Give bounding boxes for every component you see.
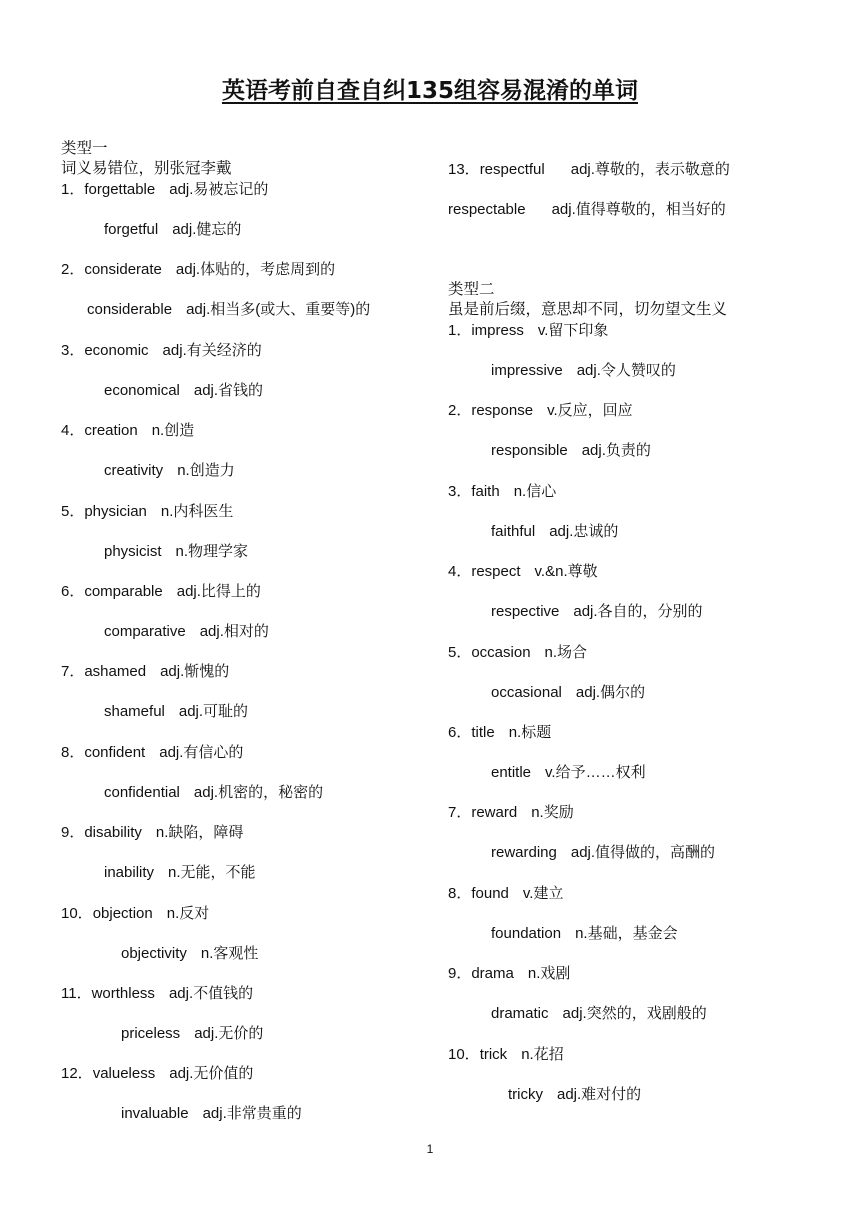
entry-number: 1．: [448, 322, 472, 339]
word-entry-secondary: [491, 923, 678, 944]
word-entry-secondary: [121, 1023, 263, 1044]
entry-definition: n.创造力: [177, 462, 235, 480]
entry-word: considerable: [87, 301, 173, 319]
entry-number: 13．: [448, 161, 480, 178]
entry-definition: adj.比得上的: [176, 583, 261, 600]
entry-word: found: [471, 884, 509, 902]
word-entry-primary: [61, 903, 209, 924]
entry-number: 9．: [61, 824, 85, 842]
entry-definition: n.创造: [151, 422, 195, 440]
word-entry-primary: [448, 159, 730, 180]
entry-word: comparable: [84, 583, 163, 600]
word-entry-secondary: [448, 199, 726, 220]
entry-word: disability: [84, 824, 142, 842]
entry-word: trick: [479, 1045, 508, 1063]
entry-word: responsible: [491, 442, 568, 460]
entry-word: title: [471, 724, 495, 741]
entry-word: foundation: [491, 924, 562, 942]
word-entry-primary: [61, 259, 335, 280]
entry-word: forgettable: [84, 181, 156, 198]
entry-word: physicist: [104, 542, 162, 560]
word-entry-secondary: [491, 842, 715, 863]
word-entry-primary: [448, 963, 570, 984]
entry-definition: v.留下印象: [537, 322, 609, 339]
entry-word: entitle: [491, 764, 532, 781]
entry-definition: adj.突然的，戏剧般的: [562, 1005, 707, 1023]
entry-word: impressive: [491, 362, 563, 379]
entry-definition: adj.负责的: [581, 442, 651, 460]
entry-word: faithful: [491, 522, 536, 540]
entry-number: 5．: [448, 643, 472, 661]
word-entry-secondary: [104, 782, 323, 803]
section-label: 类型二: [448, 280, 495, 298]
entry-definition: n.场合: [544, 643, 588, 661]
word-entry-secondary: [491, 1003, 707, 1024]
entry-word: tricky: [508, 1085, 543, 1103]
word-entry-secondary: [104, 862, 256, 883]
entry-number: 8．: [448, 884, 472, 902]
entry-definition: adj.惭愧的: [160, 663, 230, 681]
word-entry-secondary: [121, 943, 258, 964]
entry-word: forgetful: [104, 221, 159, 238]
entry-word: considerate: [84, 261, 162, 279]
entry-definition: n.戏剧: [527, 965, 571, 983]
entry-number: 10．: [61, 904, 93, 922]
entry-definition: adj.偶尔的: [575, 683, 646, 701]
word-entry-primary: [61, 1063, 253, 1084]
entry-definition: n.内科医生: [160, 502, 234, 520]
entry-definition: n.基础，基金会: [575, 924, 678, 942]
word-entry-secondary: [104, 460, 235, 481]
entry-definition: n.物理学家: [175, 542, 249, 560]
word-entry-primary: [448, 320, 608, 341]
entry-definition: n.客观性: [200, 944, 259, 962]
entry-number: 12．: [61, 1065, 93, 1083]
entry-word: faith: [471, 482, 500, 500]
entry-number: 9．: [448, 965, 472, 983]
entry-definition: adj.健忘的: [172, 221, 242, 238]
entry-definition: adj.相对的: [199, 623, 269, 640]
entry-word: valueless: [92, 1065, 156, 1083]
entry-number: 3．: [61, 341, 85, 359]
entry-number: 7．: [448, 804, 472, 822]
entry-definition: adj.省钱的: [193, 381, 264, 399]
entry-number: 4．: [448, 563, 472, 581]
page-number: 1: [426, 1142, 434, 1156]
entry-number: 8．: [61, 743, 85, 761]
word-entry-primary: [61, 983, 253, 1004]
entry-number: 1．: [61, 181, 85, 198]
entry-word: confident: [84, 743, 146, 761]
entry-number: 11．: [61, 985, 92, 1002]
entry-word: physician: [84, 502, 147, 520]
entry-definition: adj.尊敬的，表示敬意的: [570, 161, 730, 178]
entry-definition: adj.非常贵重的: [202, 1105, 302, 1123]
entry-word: worthless: [91, 985, 155, 1002]
entry-word: creation: [84, 422, 138, 440]
entry-word: drama: [471, 965, 514, 983]
word-entry-primary: [448, 1044, 564, 1065]
word-entry-primary: [61, 179, 268, 200]
entry-word: respect: [471, 563, 521, 581]
word-entry-secondary: [104, 701, 248, 722]
entry-number: 10．: [448, 1045, 480, 1063]
entry-number: 7．: [61, 663, 85, 681]
entry-definition: v.建立: [522, 884, 564, 902]
entry-word: economical: [104, 381, 180, 399]
word-entry-primary: [61, 822, 243, 843]
entry-word: dramatic: [491, 1005, 549, 1023]
entry-word: respectful: [479, 161, 545, 178]
entry-definition: n.标题: [508, 724, 552, 741]
entry-definition: adj.值得尊敬的，相当好的: [551, 201, 726, 218]
entry-definition: n.奖励: [531, 804, 574, 822]
entry-definition: adj.有信心的: [159, 743, 244, 761]
entry-definition: adj.相当多(或大、重要等)的: [186, 301, 371, 319]
entry-definition: n.反对: [166, 904, 210, 922]
section-description: 虽是前后缀，意思却不同，切勿望文生义: [448, 300, 728, 318]
word-entry-secondary: [104, 541, 248, 562]
entry-word: occasional: [491, 683, 562, 701]
entry-definition: v.给予……权利: [545, 764, 646, 781]
word-entry-primary: [448, 400, 633, 421]
entry-definition: adj.不值钱的: [168, 985, 254, 1002]
entry-word: reward: [471, 804, 518, 822]
entry-word: impress: [471, 322, 524, 339]
word-entry-primary: [448, 642, 587, 663]
entry-number: 5．: [61, 502, 85, 520]
word-entry-primary: [61, 340, 262, 361]
entry-definition: n.花招: [521, 1045, 564, 1063]
entry-definition: adj.令人赞叹的: [576, 362, 676, 379]
section-label: 类型一: [61, 139, 108, 157]
word-entry-primary: [448, 883, 563, 904]
word-entry-secondary: [104, 621, 269, 642]
word-entry-secondary: [508, 1084, 641, 1105]
word-entry-primary: [61, 581, 261, 602]
entry-word: objectivity: [121, 944, 187, 962]
entry-word: priceless: [121, 1025, 181, 1042]
entry-definition: adj.体贴的，考虑周到的: [175, 261, 336, 279]
word-entry-primary: [61, 742, 243, 763]
entry-definition: adj.有关经济的: [162, 341, 262, 359]
word-entry-secondary: [104, 219, 241, 240]
entry-word: inability: [104, 864, 155, 882]
entry-word: shameful: [104, 703, 165, 721]
entry-number: 6．: [61, 583, 85, 600]
entry-word: objection: [92, 904, 153, 922]
entry-definition: adj.难对付的: [557, 1085, 642, 1103]
entry-word: rewarding: [491, 844, 557, 862]
entry-word: respective: [491, 603, 560, 621]
word-entry-primary: [448, 481, 556, 502]
entry-word: economic: [84, 341, 149, 359]
entry-definition: adj.各自的，分别的: [573, 603, 703, 621]
entry-definition: adj.值得做的，高酬的: [570, 844, 716, 862]
word-entry-secondary: [87, 299, 370, 320]
entry-definition: adj.机密的，秘密的: [193, 783, 324, 801]
entry-word: comparative: [104, 623, 186, 640]
entry-definition: n.无能，不能: [168, 864, 256, 882]
entry-definition: adj.可耻的: [178, 703, 249, 721]
word-entry-secondary: [104, 380, 263, 401]
word-entry-secondary: [491, 440, 651, 461]
word-entry-primary: [61, 501, 233, 522]
entry-word: response: [471, 402, 534, 420]
word-entry-primary: [448, 561, 598, 582]
entry-number: 6．: [448, 724, 472, 741]
entry-word: occasion: [471, 643, 531, 661]
entry-definition: v.反应，回应: [547, 402, 633, 420]
word-entry-primary: [61, 420, 194, 441]
word-entry-secondary: [491, 360, 676, 381]
entry-number: 2．: [448, 402, 472, 420]
entry-definition: adj.忠诚的: [549, 522, 619, 540]
entry-definition: adj.无价值的: [169, 1065, 254, 1083]
entry-definition: n.信心: [513, 482, 557, 500]
page-title: 英语考前自查自纠135组容易混淆的单词: [221, 78, 638, 104]
entry-word: respectable: [448, 201, 526, 218]
entry-definition: adj.无价的: [194, 1025, 264, 1042]
entry-word: ashamed: [84, 663, 147, 681]
entry-definition: n.缺陷，障碍: [155, 824, 244, 842]
word-entry-secondary: [491, 521, 618, 542]
word-entry-secondary: [121, 1103, 302, 1124]
entry-definition: v.&n.尊敬: [534, 563, 598, 581]
entry-word: creativity: [104, 462, 164, 480]
word-entry-secondary: [491, 682, 645, 703]
entry-number: 2．: [61, 261, 85, 279]
word-entry-secondary: [491, 762, 646, 783]
entry-word: confidential: [104, 783, 180, 801]
word-entry-primary: [448, 722, 551, 743]
entry-number: 3．: [448, 482, 472, 500]
word-entry-secondary: [491, 601, 703, 622]
section-description: 词义易错位，别张冠李戴: [61, 159, 232, 177]
word-entry-primary: [61, 661, 229, 682]
entry-number: 4．: [61, 422, 85, 440]
word-entry-primary: [448, 802, 574, 823]
entry-word: invaluable: [121, 1105, 189, 1123]
entry-definition: adj.易被忘记的: [169, 181, 269, 198]
